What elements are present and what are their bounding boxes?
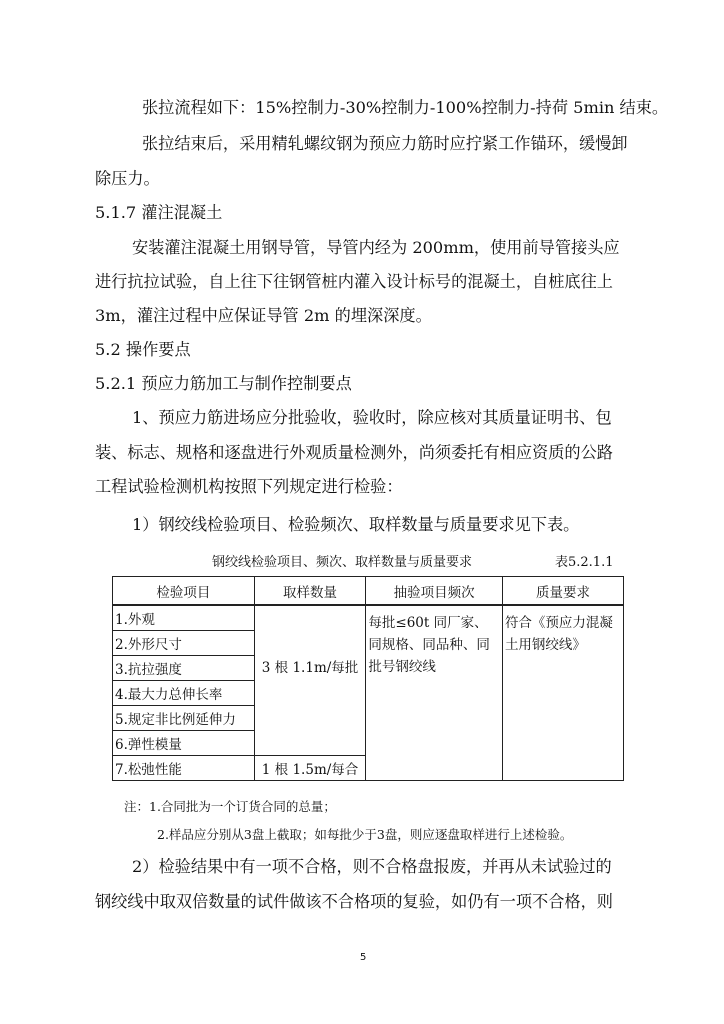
page-number: 5 [360, 952, 367, 963]
header-requirement: 质量要求 [502, 577, 623, 606]
item-cell: 6.弹性模量 [113, 731, 255, 756]
paragraph-result-2: 钢绞线中取双倍数量的试件做该不合格项的复验，如仍有一项不合格，则 [95, 892, 613, 911]
paragraph-acceptance-1: 1、预应力筋进场应分批验收，验收时，除应核对其质量证明书、包 [132, 408, 612, 427]
table-number: 表5.2.1.1 [555, 555, 614, 570]
paragraph-tension-process: 张拉流程如下：15%控制力-30%控制力-100%控制力-持荷 5min 结束。 [142, 98, 669, 117]
item-cell: 4.最大力总伸长率 [113, 681, 255, 706]
strand-inspection-table [112, 576, 624, 781]
table-note-2: 2.样品应分别从3盘上截取；如每批少于3盘，则应逐盘取样进行上述检验。 [157, 827, 573, 842]
item-cell: 1.外观 [113, 605, 255, 631]
item-cell: 5.规定非比例延伸力 [113, 706, 255, 731]
paragraph-concrete-2: 进行抗拉试验，自上往下往钢管桩内灌入设计标号的混凝土，自桩底往上 [95, 272, 613, 291]
paragraph-table-intro: 1）钢绞线检验项目、检验频次、取样数量与质量要求见下表。 [132, 515, 580, 534]
heading-5-2-1: 5.2.1 预应力筋加工与制作控制要点 [95, 374, 352, 393]
quantity-main-cell: 3 根 1.1m/每批 [254, 605, 366, 756]
table-row [113, 605, 624, 631]
heading-5-1-7: 5.1.7 灌注混凝土 [95, 203, 223, 222]
paragraph-after-tension-1: 张拉结束后，采用精轧螺纹钢为预应力筋时应拧紧工作锚环，缓慢卸 [142, 134, 628, 153]
requirement-cell: 符合《预应力混凝土用钢绞线》 [502, 605, 623, 781]
paragraph-acceptance-2: 装、标志、规格和逐盘进行外观质量检测外，尚须委托有相应资质的公路 [95, 443, 613, 462]
paragraph-concrete-3: 3m，灌注过程中应保证导管 2m 的埋深深度。 [95, 306, 432, 325]
paragraph-after-tension-2: 除压力。 [95, 169, 160, 188]
item-cell: 2.外形尺寸 [113, 631, 255, 656]
table-caption: 钢绞线检验项目、频次、取样数量与质量要求 [212, 555, 473, 570]
header-item: 检验项目 [113, 577, 255, 606]
quantity-relax-cell: 1 根 1.5m/每合 [254, 756, 366, 781]
header-quantity: 取样数量 [254, 577, 366, 606]
frequency-cell: 每批≤60t 同厂家、同规格、同品种、同批号钢绞线 [366, 605, 503, 781]
table-header-row [113, 577, 624, 606]
paragraph-result-1: 2）检验结果中有一项不合格，则不合格盘报废，并再从未试验过的 [132, 857, 612, 876]
heading-5-2: 5.2 操作要点 [95, 340, 191, 359]
table-note-1: 注：1.合同批为一个订货合同的总量； [124, 799, 336, 814]
paragraph-acceptance-3: 工程试验检测机构按照下列规定进行检验： [95, 477, 403, 496]
header-frequency: 抽验项目频次 [366, 577, 503, 606]
paragraph-concrete-1: 安装灌注混凝土用钢导管，导管内经为 200mm，使用前导管接头应 [132, 238, 620, 257]
item-cell: 3.抗拉强度 [113, 656, 255, 681]
item-cell: 7.松弛性能 [113, 756, 255, 781]
